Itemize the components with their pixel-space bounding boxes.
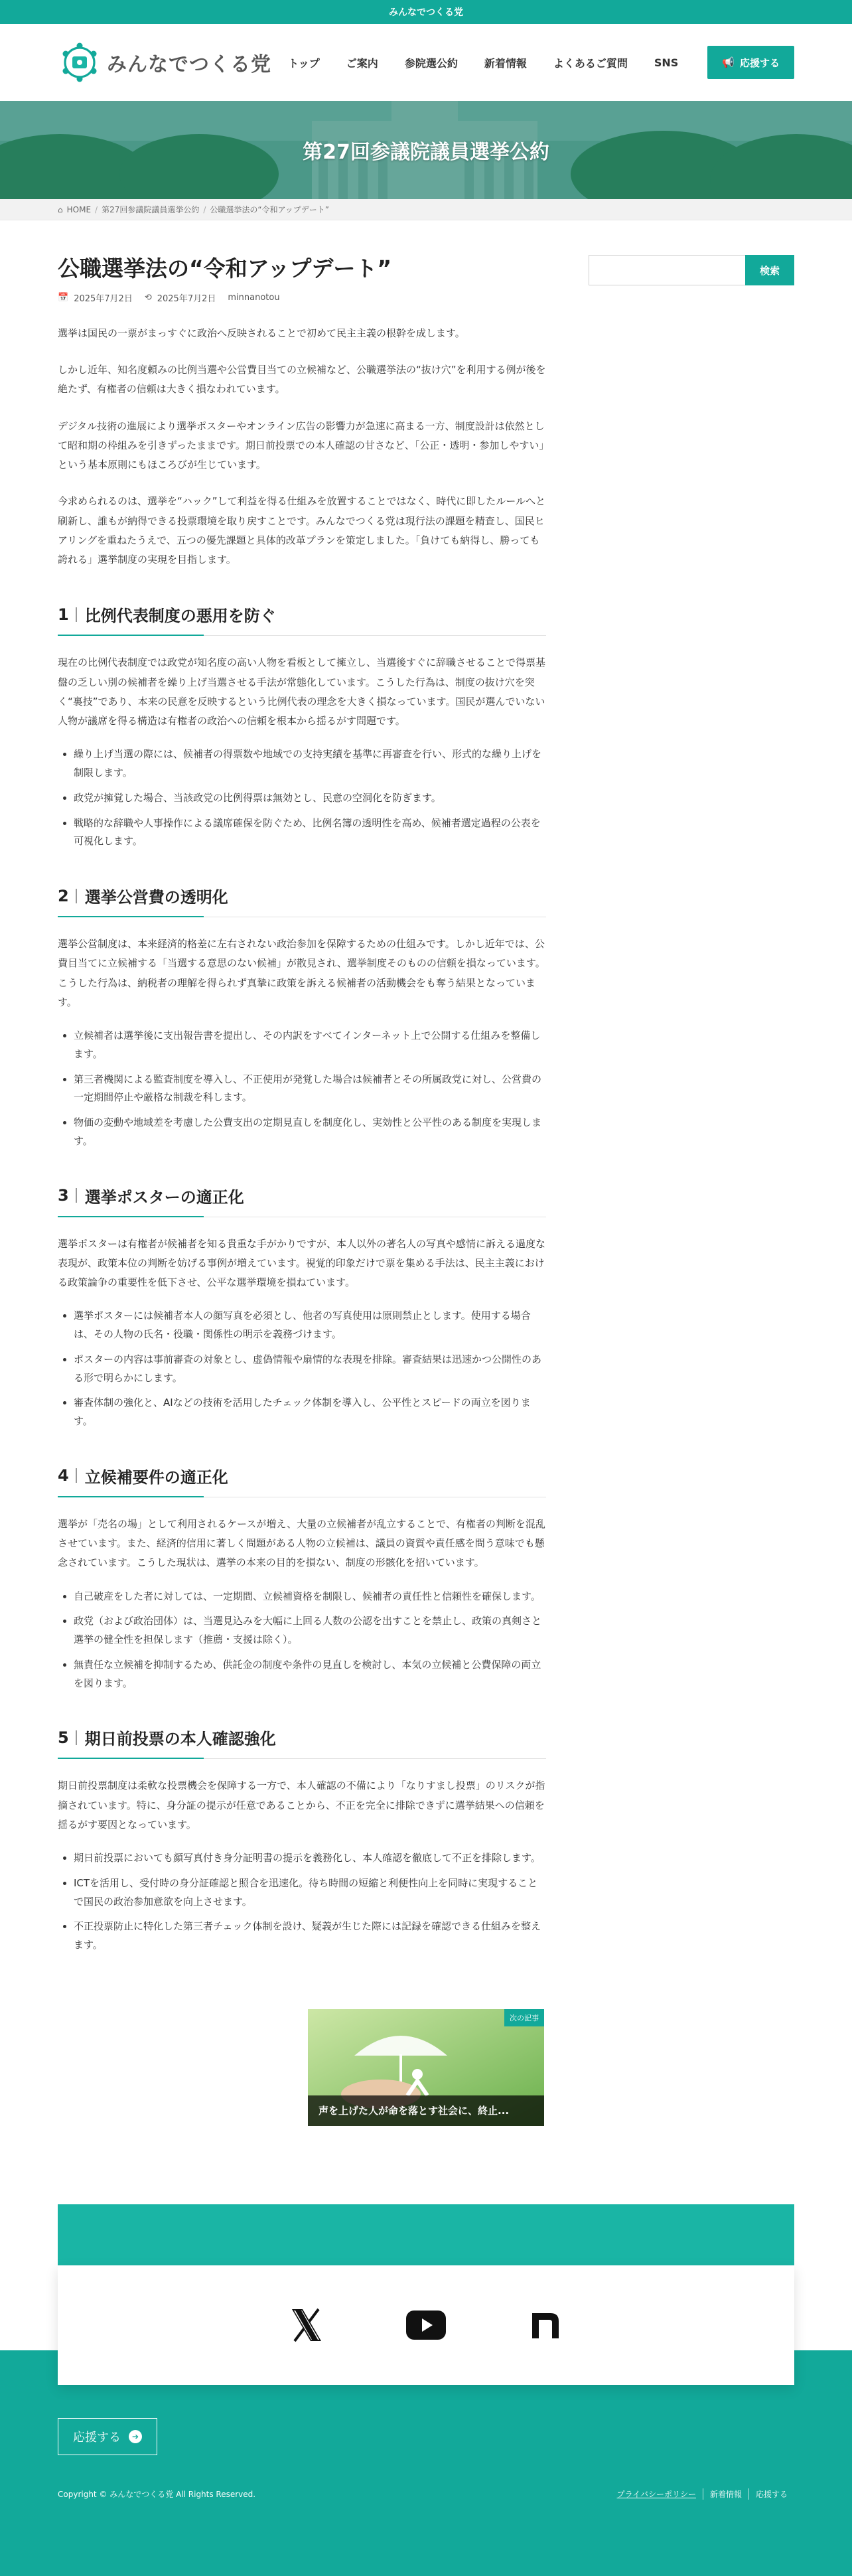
search-input[interactable] bbox=[589, 255, 745, 285]
list-item: • 期日前投票においても顔写真付き身分証明書の提示を義務化し、本人確認を徹底して不正を排除します。 bbox=[74, 1849, 546, 1868]
footer-bottom bbox=[58, 2488, 794, 2500]
nav-item-guide[interactable]: ご案内 bbox=[346, 56, 378, 70]
section-heading bbox=[58, 603, 546, 636]
breadcrumb-current: 公職選挙法の“令和アップデート” bbox=[210, 205, 330, 214]
site-footer bbox=[0, 2204, 852, 2576]
note-icon[interactable] bbox=[526, 2305, 565, 2345]
nav-item-faq[interactable]: よくあるご質問 bbox=[553, 56, 628, 70]
page-hero bbox=[0, 101, 852, 199]
intro-paragraph: 選挙は国民の一票がまっすぐに政治へ反映されることで初めて民主主義の根幹を成します。 bbox=[58, 327, 465, 339]
list-item: • 立候補者は選挙後に支出報告書を提出し、その内訳をすべてインターネット上で公開する仕組みを整備します。 bbox=[74, 1027, 546, 1064]
megaphone-icon: 📢 bbox=[722, 56, 735, 68]
list-item: • 物価の変動や地域差を考慮した公費支出の定期見直しを制度化し、実効性と公平性のある制度を実現します。 bbox=[74, 1114, 546, 1151]
section-title: 比例代表制度の悪用を防ぐ bbox=[84, 607, 276, 626]
top-banner-text: みんなでつくる党 bbox=[389, 7, 463, 18]
section-number: 4 bbox=[58, 1466, 69, 1485]
support-cta-label: 応援する bbox=[739, 56, 780, 69]
main-nav bbox=[275, 46, 794, 79]
section-title: 選挙ポスターの適正化 bbox=[84, 1187, 244, 1207]
list-item: • 審査体制の強化と、AIなどの技術を活用したチェック体制を導入し、公平性とスピードの両立を図ります。 bbox=[74, 1394, 546, 1431]
page-hero-title: 第27回参議院議員選挙公約 bbox=[303, 141, 549, 164]
section-heading bbox=[58, 884, 546, 917]
content-container bbox=[0, 255, 852, 1961]
list-item: • 繰り上げ当選の際には、候補者の得票数や地域での支持実績を基準に再審査を行い、形式的な繰り上げを制限します。 bbox=[74, 745, 546, 783]
site-header bbox=[0, 24, 852, 101]
copyright-text: Copyright © みんなでつくる党 All Rights Reserved. bbox=[58, 2489, 256, 2499]
list-item: • 不正投票防止に特化した第三者チェック体制を設け、疑義が生じた際には記録を確認できる仕組みを整えます。 bbox=[74, 1918, 546, 1955]
home-icon: ⌂ bbox=[58, 204, 63, 214]
calendar-icon: 📅 bbox=[58, 292, 69, 303]
nav-item-news[interactable]: 新着情報 bbox=[484, 56, 527, 70]
section-heading bbox=[58, 1726, 546, 1759]
section-paragraph: 期日前投票制度は柔軟な投票機会を保障する一方で、本人確認の不備により「なりすまし投票」のリスクが指摘されています。特に、身分証の提示が任意であることから、不正を完全に排除できずに選挙結果への信頼を揺るがす要因となっています。 bbox=[58, 1780, 545, 1831]
intro-paragraph: デジタル技術の進展により選挙ポスターやオンライン広告の影響力が急速に高まる一方、制度設計は依然として昭和期の枠組みを引きずったままです。期日前投票での本人確認の甘さなど、「公正・透明・参加しやすい」という基本原則にもほころびが生じています。 bbox=[58, 419, 545, 471]
list-item: • ポスターの内容は事前審査の対象とし、虚偽情報や扇情的な表現を排除。審査結果は迅速かつ公開性のある形で明らかにします。 bbox=[74, 1351, 546, 1388]
x-icon[interactable] bbox=[287, 2305, 326, 2345]
history-icon: ⟲ bbox=[144, 292, 152, 303]
section-number: 1 bbox=[58, 605, 69, 624]
next-post-card[interactable] bbox=[308, 2009, 544, 2126]
section-heading bbox=[58, 1184, 546, 1217]
section-number: 5 bbox=[58, 1728, 69, 1747]
post-body bbox=[58, 324, 546, 1955]
post-title: 公職選挙法の“令和アップデート” bbox=[58, 256, 392, 281]
footer-link-privacy[interactable]: プライバシーポリシー bbox=[616, 2489, 696, 2499]
footer-link-news[interactable]: 新着情報 bbox=[703, 2488, 748, 2500]
article bbox=[58, 255, 546, 1961]
published-date: 2025年7月2日 bbox=[74, 293, 133, 304]
section-title: 立候補要件の適正化 bbox=[84, 1468, 228, 1487]
section-title: 期日前投票の本人確認強化 bbox=[84, 1730, 276, 1749]
nav-item-top[interactable]: トップ bbox=[288, 56, 320, 70]
next-post-badge: 次の記事 bbox=[504, 2009, 544, 2026]
breadcrumb bbox=[0, 199, 852, 220]
section-paragraph: 選挙公営制度は、本来経済的格差に左右されない政治参加を保障するための仕組みです。しかし近年では、公費目当てに立候補する「当選する意思のない候補」が散見され、選挙制度そのものの信頼を損なっています。こうした行為は、納税者の理解を得られず真摯に政策を訴える候補者の活動機会をも奪う結果となっています。 bbox=[58, 938, 545, 1008]
breadcrumb-separator: / bbox=[95, 204, 98, 214]
section-list bbox=[58, 1588, 546, 1693]
list-item: • 無責任な立候補を抑制するため、供託金の制度や条件の見直しを検討し、本気の立候補と公費保障の両立を図ります。 bbox=[74, 1656, 546, 1693]
section-number: 3 bbox=[58, 1186, 69, 1205]
breadcrumb-separator: / bbox=[203, 204, 206, 214]
sns-links bbox=[58, 2265, 794, 2385]
section-number: 2 bbox=[58, 886, 69, 905]
search-button[interactable]: 検索 bbox=[745, 255, 794, 285]
nav-item-pledges[interactable]: 参院選公約 bbox=[404, 56, 458, 70]
section-list bbox=[58, 1027, 546, 1151]
section-list bbox=[58, 1307, 546, 1431]
section-list bbox=[58, 745, 546, 851]
nav-item-sns[interactable]: SNS bbox=[654, 56, 679, 69]
post-meta bbox=[58, 291, 546, 304]
sidebar-search bbox=[589, 255, 794, 285]
section-heading bbox=[58, 1464, 546, 1497]
footer-link-support[interactable]: 応援する bbox=[748, 2488, 794, 2500]
section-list bbox=[58, 1849, 546, 1955]
breadcrumb-home[interactable]: HOME bbox=[66, 204, 92, 214]
list-item: • 自己破産をした者に対しては、一定期間、立候補資格を制限し、候補者の責任性と信頼性を確保します。 bbox=[74, 1588, 546, 1606]
section-paragraph: 選挙ポスターは有権者が候補者を知る貴重な手がかりですが、本人以外の著名人の写真や感情に訴える過度な表現が、政策本位の判断を妨げる事例が増えています。視覚的印象だけで票を集める手法は、民主主義における政策論争の重要性を低下させ、公平な選挙環境を損ねています。 bbox=[58, 1237, 546, 1289]
footer-support-button[interactable] bbox=[58, 2418, 157, 2455]
section-paragraph: 選挙が「売名の場」として利用されるケースが増え、大量の立候補者が乱立することで、有権者の判断を混乱させています。また、経済的信用に著しく問題がある人物の立候補は、議員の資質や責任感を問う意味でも懸念されています。こうした現状は、選挙の本来の目的を損ない、制度の形骸化を招いています。 bbox=[58, 1517, 545, 1569]
list-item: • 戦略的な辞職や人事操作による議席確保を防ぐため、比例名簿の透明性を高め、候補者選定過程の公表を可視化します。 bbox=[74, 814, 546, 852]
sidebar bbox=[589, 255, 794, 1961]
intro-paragraph: しかし近年、知名度頼みの比例当選や公営費目当ての立候補など、公職選挙法の“抜け穴”を利用する例が後を絶たず、有権者の信頼は大きく損なわれています。 bbox=[58, 364, 546, 396]
list-item: • 政党（および政治団体）は、当選見込みを大幅に上回る人数の公認を出すことを禁止し、政策の真剣さと選挙の健全性を担保します（推薦・支援は除く）。 bbox=[74, 1612, 546, 1649]
site-logo[interactable] bbox=[58, 42, 271, 83]
list-item: • 選挙ポスターには候補者本人の顔写真を必須とし、他者の写真使用は原則禁止とします。使用する場合は、その人物の氏名・役職・関係性の明示を義務づけます。 bbox=[74, 1307, 546, 1344]
arrow-right-icon: ➔ bbox=[129, 2430, 142, 2443]
site-logo-text: みんなでつくる党 bbox=[107, 53, 271, 76]
section-paragraph: 現在の比例代表制度では政党が知名度の高い人物を看板として擁立し、当選後すぐに辞職させることで得票基盤の乏しい別の候補者を繰り上げ当選させる手法が常態化しています。こうした行為は、制度の抜け穴を突く“裏技”であり、本来の民意を反映するという比例代表の理念を大きく損なっています。国民が選んでいない人物が議席を得る構造は有権者の政治への信頼を根本から揺るがす問題です。 bbox=[58, 656, 546, 727]
list-item: • ICTを活用し、受付時の身分証確認と照合を迅速化。待ち時間の短縮と利便性向上を同時に実現することで国民の政治参加意欲を向上させます。 bbox=[74, 1874, 546, 1912]
next-post-title: 声を上げた人が命を落とす社会に、終止... bbox=[308, 2095, 544, 2126]
updated-date: 2025年7月2日 bbox=[157, 293, 216, 304]
intro-paragraph: 今求められるのは、選挙を“ハック”して利益を得る仕組みを放置することではなく、時代に即したルールへと刷新し、誰もが納得できる投票環境を取り戻すことです。みんなでつくる党は現行法の課題を精査し、国民ヒアリングを重ねたうえで、五つの優先課題と具体的改革プランを策定しました。「負けても納得し、勝っても誇れる」選挙制度の実現を目指します。 bbox=[58, 495, 545, 566]
breadcrumb-parent[interactable]: 第27回参議院議員選挙公約 bbox=[102, 205, 200, 214]
support-cta-button[interactable] bbox=[707, 46, 794, 79]
youtube-icon[interactable] bbox=[406, 2305, 446, 2345]
section-title: 選挙公営費の透明化 bbox=[84, 888, 228, 907]
footer-links bbox=[610, 2488, 794, 2500]
list-item: • 第三者機関による監査制度を導入し、不正使用が発覚した場合は候補者とその所属政党に対し、公営費の一定期間停止や厳格な制裁を科します。 bbox=[74, 1071, 546, 1108]
sns-header-band bbox=[58, 2204, 794, 2265]
top-banner bbox=[0, 0, 852, 24]
footer-support-label: 応援する bbox=[73, 2430, 121, 2445]
list-item: • 政党が擁覚した場合、当該政党の比例得票は無効とし、民意の空洞化を防ぎます。 bbox=[74, 789, 546, 808]
party-logo-icon bbox=[58, 42, 102, 83]
post-author[interactable]: minnanotou bbox=[228, 292, 280, 303]
